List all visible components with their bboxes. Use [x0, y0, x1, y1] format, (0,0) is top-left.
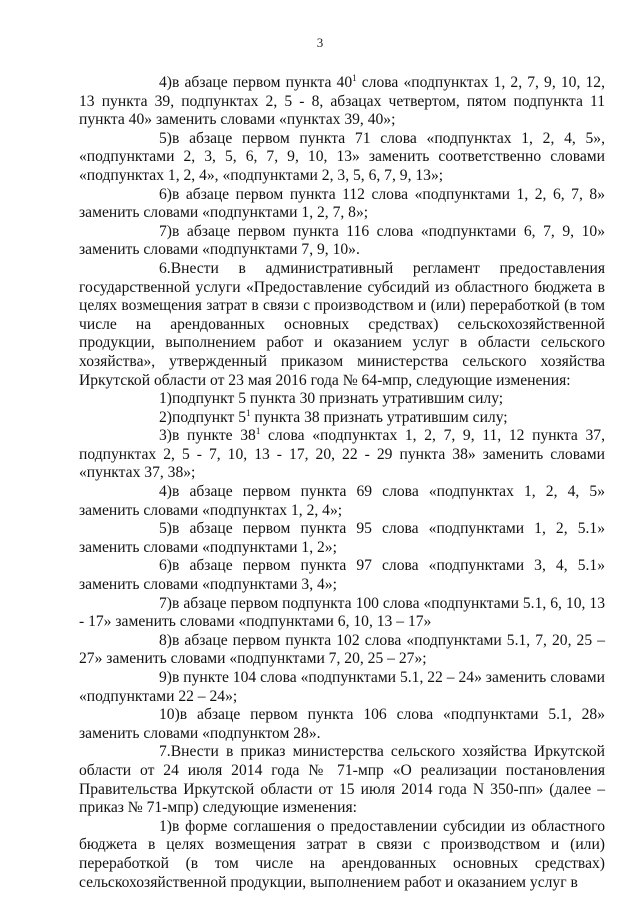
paragraph-text-continued: слова «подпунктах 1, 2, 7, 9, 10, 12, 13 пункта 39, подпунктах 2, 5 - 8, абзацах четвертом, пятом подпункта 11 пункта 40» заменить словами «пунктах 39, 40»;	[79, 74, 605, 129]
paragraph-text: в абзаце первом пункта 97 слова «подпунктами 3, 4, 5.1» заменить словами «подпунктами 3, 4»;	[79, 557, 605, 594]
list-item-paragraph	[79, 186, 605, 223]
list-item-paragraph	[79, 74, 605, 130]
paragraph-text: в абзаце первом пункта 116 слова «подпунктами 6, 7, 9, 10» заменить словами «подпунктами 7, 9, 10».	[79, 222, 605, 259]
paragraph-text: в абзаце первом пункта 95 слова «подпунктами 1, 2, 5.1» заменить словами «подпунктами 1, 2»;	[79, 520, 605, 556]
list-item-paragraph	[79, 130, 605, 186]
item-number: 3)	[159, 427, 172, 445]
paragraph-text: в абзаце первом подпункта 100 слова «подпунктами 5.1, 6, 10, 13 - 17» заменить словами «подпунктами 6, 10, 13 – 17»	[79, 594, 605, 631]
list-item-paragraph	[79, 223, 605, 260]
paragraph-text: в пункте 104 слова «подпунктами 5.1, 22 – 24» заменить словами «подпунктами 22 – 24»;	[79, 669, 605, 705]
paragraph-text: в абзаце первом пункта 112 слова «подпунктами 1, 2, 6, 7, 8» заменить словами «подпунктами 1, 2, 7, 8»;	[79, 185, 605, 222]
item-number: 9)	[159, 669, 172, 686]
list-item-paragraph	[79, 557, 605, 594]
paragraph-text: в абзаце первом пункта 71 слова «подпунктах 1, 2, 4, 5», «подпунктами 2, 3, 5, 6, 7, 9, 10, 13» заменить соответственно словами «подпунктах 1, 2, 4», «подпунктами 2, 3, 5, 6, 7, 9, 13»;	[79, 129, 605, 184]
superscript: 1	[255, 426, 261, 437]
list-item-paragraph	[79, 427, 605, 483]
section-paragraph	[79, 260, 605, 390]
item-number: 6.	[159, 259, 171, 277]
item-number: 7)	[159, 222, 172, 240]
item-number: 7.	[159, 743, 171, 761]
list-item-paragraph	[79, 520, 605, 557]
paragraph-text-continued: пункта 38 признать утратившим силу;	[250, 408, 508, 426]
item-number: 6)	[159, 557, 172, 575]
paragraph-text-continued: слова «подпунктах 1, 2, 7, 9, 11, 12 пункта 37, подпунктах 2, 5 - 7, 10, 13 - 17, 20, 22 - 29 пункта 38» заменить словами «пунктах 37, 38»;	[79, 427, 605, 482]
paragraph-text: подпункт 5 пункта 30 признать утратившим силу;	[172, 390, 504, 408]
paragraph-text: Внести в административный регламент предоставления государственной услуги «Предоставление субсидий из областного бюджета в целях возмещения затрат в связи с производством и (или) переработкой (в том числе на арендованных основных средствах) сельскохозяйственной продукции, выполнением работ и оказанием услуг в области сельского хозяйства», утвержденный приказом министерства сельского хозяйства Иркутской области от 23 мая 2016 года № 64-мпр, следующие изменения:	[79, 259, 605, 389]
list-item-paragraph	[79, 706, 605, 743]
item-number: 4)	[159, 483, 172, 501]
item-number: 7)	[159, 594, 172, 612]
item-number: 10)	[159, 706, 180, 724]
paragraph-text: в абзаце первом пункта 69 слова «подпунктах 1, 2, 4, 5» заменить словами «подпунктах 1, 2, 4»;	[79, 483, 605, 519]
page-number: 3	[316, 35, 324, 50]
list-item-paragraph	[79, 483, 605, 520]
item-number: 1)	[159, 390, 172, 408]
paragraph-text: в абзаце первом пункта 40	[172, 74, 353, 91]
paragraph-text: в абзаце первом пункта 106 слова «подпунктами 5.1, 28» заменить словами «подпунктом 28».	[79, 706, 605, 742]
paragraph-text: подпункт 5	[172, 408, 246, 426]
superscript: 1	[352, 73, 357, 83]
paragraph-text: в пункте 38	[172, 427, 256, 445]
paragraph-text: в форме соглашения о предоставлении субсидии из областного бюджета в целях возмещения затрат в связи с производством и (или) переработкой (в том числе на арендованных основных средствах) сельскохозяйственной продукции, выполнением работ и оказанием услуг в	[79, 817, 605, 891]
list-item-paragraph	[79, 669, 605, 706]
superscript: 1	[246, 407, 251, 418]
section-paragraph	[79, 743, 605, 817]
list-item-paragraph	[79, 390, 605, 409]
item-number: 1)	[159, 817, 172, 835]
item-number: 8)	[159, 631, 172, 649]
paragraph-text: Внести в приказ министерства сельского хозяйства Иркутской области от 24 июля 2014 года № 71-мпр «О реализации постановления Правительства Иркутской области от 15 июля 2014 года N 350-пп» (далее – приказ № 71-мпр) следующие изменения:	[79, 743, 605, 817]
item-number: 4)	[159, 74, 172, 91]
item-number: 5)	[159, 520, 172, 538]
item-number: 2)	[159, 408, 172, 426]
paragraph-text: в абзаце первом пункта 102 слова «подпунктами 5.1, 7, 20, 25 – 27» заменить словами «подпунктами 7, 20, 25 – 27»;	[79, 631, 605, 668]
item-number: 6)	[159, 185, 172, 203]
item-number: 5)	[159, 129, 172, 147]
list-item-paragraph	[79, 595, 605, 632]
list-item-paragraph	[79, 409, 605, 428]
document-body	[79, 74, 605, 892]
list-item-paragraph	[79, 632, 605, 669]
list-item-paragraph	[79, 818, 605, 892]
